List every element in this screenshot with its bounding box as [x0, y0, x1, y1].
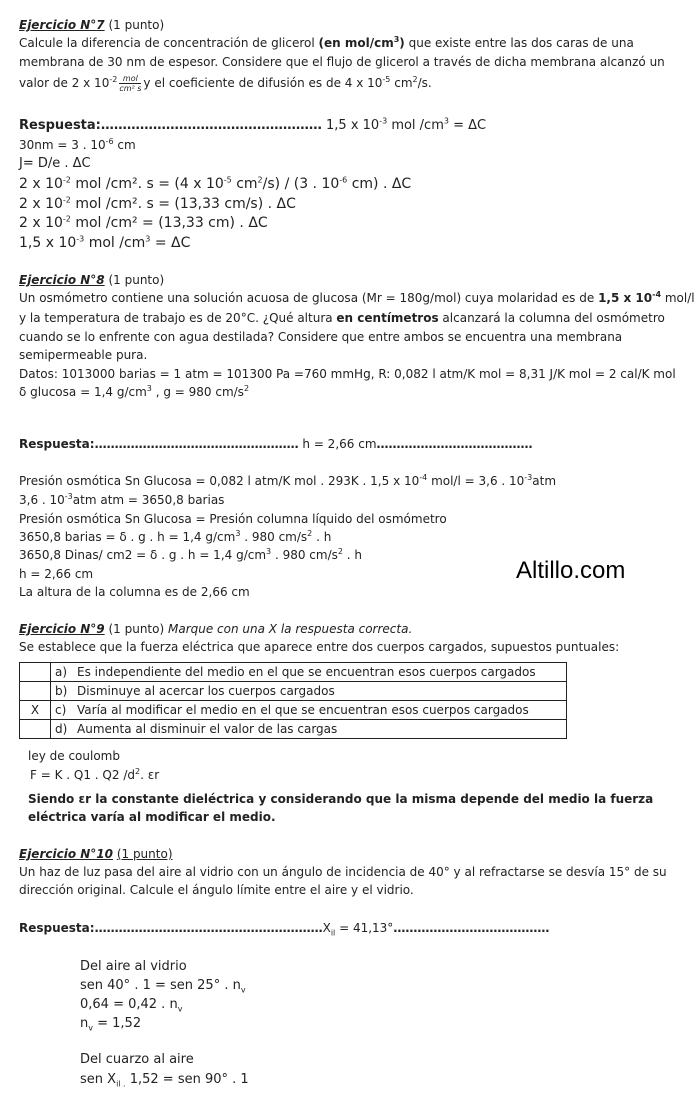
- option-row-d[interactable]: [20, 720, 567, 739]
- ex7-line1: Calcule la diferencia de concentración de glicerol (en mol/$cm^3$) que existe entre las dos caras de una: [19, 35, 634, 50]
- ex10-work-6: sen $X_{il .}$ 1,52 = sen 90° . 1: [80, 1072, 249, 1089]
- ex8-answer: Respuesta:…………………………………………… h = 2,66 cm…………………………………: [19, 437, 533, 451]
- watermark-logo: Altillo.com: [516, 557, 626, 584]
- option-d-text: Aumenta al disminuir el valor de las cargas: [73, 720, 567, 739]
- ex7-points: (1 punto): [108, 18, 165, 32]
- ex7-work-3: 2 x $10^{-2}$ mol /cm². s = (4 x $10^{-5}$ $cm^2/s) / (3$ . $10^{-6}$ cm) . ΔC: [19, 175, 412, 192]
- ex10-answer: $Respuesta:\dots\dots\dots\dots\dots\dots\dots\dots\dots\dots\dots\dots\dots\dots\dots\dots\dots\dots\dots X_{il}$ = 41,13°…………………………………: [19, 921, 550, 938]
- ex10-points: (1 punto): [116, 847, 173, 861]
- ex8-line4: semipermeable pura.: [19, 348, 148, 362]
- options-table: [19, 662, 567, 739]
- option-row-a[interactable]: [20, 663, 567, 682]
- ex7-title: Ejercicio N°7: [19, 18, 105, 32]
- ex8-data: Datos: 1013000 barias = 1 atm = 101300 Pa =760 mmHg, R: 0,082 l atm/K mol = 8,31 J/K mol = 2 cal/K mol: [19, 367, 676, 381]
- ex8-heading: [19, 273, 164, 288]
- ex7-line2: membrana de 30 nm de espesor. Considere que el flujo de glicerol a través de dicha membrana alcanzó un: [19, 55, 665, 69]
- option-b-mark[interactable]: [20, 682, 51, 701]
- ex8-work-2: 3,6 . $10^{-3}atm$ atm = 3650,8 barias: [19, 492, 225, 507]
- ex8-work-1: Presión osmótica Sn Glucosa = 0,082 l atm/K mol . 293K . 1,5 x $10^{-4}$ mol/l = 3,6 . $10^{-3}atm$: [19, 473, 557, 488]
- ex9-explanation-1: Siendo εr la constante dieléctrica y considerando que la misma depende del medio la fuerza: [28, 792, 654, 806]
- ex9-points: (1 punto): [108, 622, 165, 636]
- ex10-work-3: 0,64 = 0,42 . $n_v$: [80, 997, 183, 1014]
- option-c-mark[interactable]: X: [20, 701, 51, 720]
- ex10-title: Ejercicio N°10: [19, 847, 113, 861]
- ex8-work-3: Presión osmótica Sn Glucosa = Presión columna líquido del osmómetro: [19, 512, 447, 526]
- ex8-title: Ejercicio N°8: [19, 273, 105, 287]
- ex8-work-6: h = 2,66 cm: [19, 567, 94, 581]
- ex8-work-5: 3650,8 Dinas/ cm2 = δ . g . h = 1,4 $g/cm^3$ . 980 $cm/s^2$ . h: [19, 547, 363, 562]
- option-d-mark[interactable]: [20, 720, 51, 739]
- ex7-work-5: 2 x $10^{-2}$ mol /cm² = (13,33 cm) . ΔC: [19, 214, 268, 231]
- ex8-line1: Un osmómetro contiene una solución acuosa de glucosa (Mr = 180g/mol) cuya molaridad es de 1,5 x $10^{-4}$ mol/l: [19, 290, 695, 305]
- option-c-letter: c): [51, 701, 74, 720]
- option-a-letter: a): [51, 663, 74, 682]
- ex8-work-4: 3650,8 barias = δ . g . h = 1,4 $g/cm^3$ . 980 $cm/s^2$ . h: [19, 529, 332, 544]
- ex7-work-6: 1,5 x $10^{-3}$ mol $/cm^3 = \Delta C$: [19, 234, 191, 251]
- ex8-conclusion: La altura de la columna es de 2,66 cm: [19, 585, 250, 599]
- ex7-answer: Respuesta:…………………………………………… 1,5 x $10^{-3}$ mol $/cm^3 = \Delta C$: [19, 116, 487, 133]
- ex10-work-4: $n_v = 1,52$: [80, 1016, 142, 1033]
- option-c-text: Varía al modificar el medio en el que se encuentran esos cuerpos cargados: [73, 701, 567, 720]
- ex10-work-5: Del cuarzo al aire: [80, 1052, 194, 1067]
- flux-fraction: $\frac{\text{mol}}{\text{cm² s}}$: [119, 74, 142, 93]
- ex9-work-1: ley de coulomb: [28, 749, 120, 763]
- ex8-line3: cuando se lo enfrente con agua destilada? Considere que entre ambos se encuentra una membrana: [19, 330, 623, 344]
- ex7-work-2: J= D/e . ΔC: [19, 156, 91, 171]
- ex7-work-4: 2 x $10^{-2}$ mol /cm². s = (13,33 cm/s) . ΔC: [19, 195, 296, 212]
- ex8-line2: y la temperatura de trabajo es de 20°C. ¿Qué altura en centímetros alcanzará la columna del osmómetro: [19, 311, 665, 325]
- option-row-c[interactable]: [20, 701, 567, 720]
- ex9-heading: [19, 622, 412, 637]
- ex10-line1: Un haz de luz pasa del aire al vidrio con un ángulo de incidencia de 40° y al refractarse se desvía 15° de su: [19, 865, 667, 879]
- ex9-instruction: Marque con una X la respuesta correcta.: [167, 622, 413, 636]
- option-row-b[interactable]: [20, 682, 567, 701]
- ex10-line2: dirección original. Calcule el ángulo límite entre el aire y el vidrio.: [19, 883, 414, 897]
- ex9-formula: F = K . Q1 . Q2 $/d^2$. εr: [30, 767, 160, 782]
- option-b-text: Disminuye al acercar los cuerpos cargados: [73, 682, 567, 701]
- option-d-letter: d): [51, 720, 74, 739]
- ex9-line1: Se establece que la fuerza eléctrica que aparece entre dos cuerpos cargados, supuestos puntuales:: [19, 640, 620, 654]
- option-a-text: Es independiente del medio en el que se encuentran esos cuerpos cargados: [73, 663, 567, 682]
- ex7-heading: [19, 18, 164, 33]
- ex10-work-1: Del aire al vidrio: [80, 959, 187, 974]
- ex8-points: (1 punto): [108, 273, 165, 287]
- ex9-title: Ejercicio N°9: [19, 622, 105, 636]
- ex9-explanation-2: eléctrica varía al modificar el medio.: [28, 810, 276, 824]
- option-a-mark[interactable]: [20, 663, 51, 682]
- ex10-heading: [19, 847, 173, 862]
- ex8-data-2: δ glucosa = 1,4 $g/cm^3$ , g = 980 $cm/s^2$: [19, 384, 250, 399]
- ex10-work-2: sen 40° . 1 = sen 25° . $n_v$: [80, 978, 246, 995]
- option-b-letter: b): [51, 682, 74, 701]
- ex7-work-1: 30nm = 3 . $10^{-6}$ cm: [19, 137, 136, 152]
- ex7-line3: valor de 2 x $10^{-2}$ $\frac{\text{mol}}{\text{cm² s}}$ y el coeficiente de difusión es de 4 x $10^{-5}$ $cm^2/s$.: [19, 74, 432, 93]
